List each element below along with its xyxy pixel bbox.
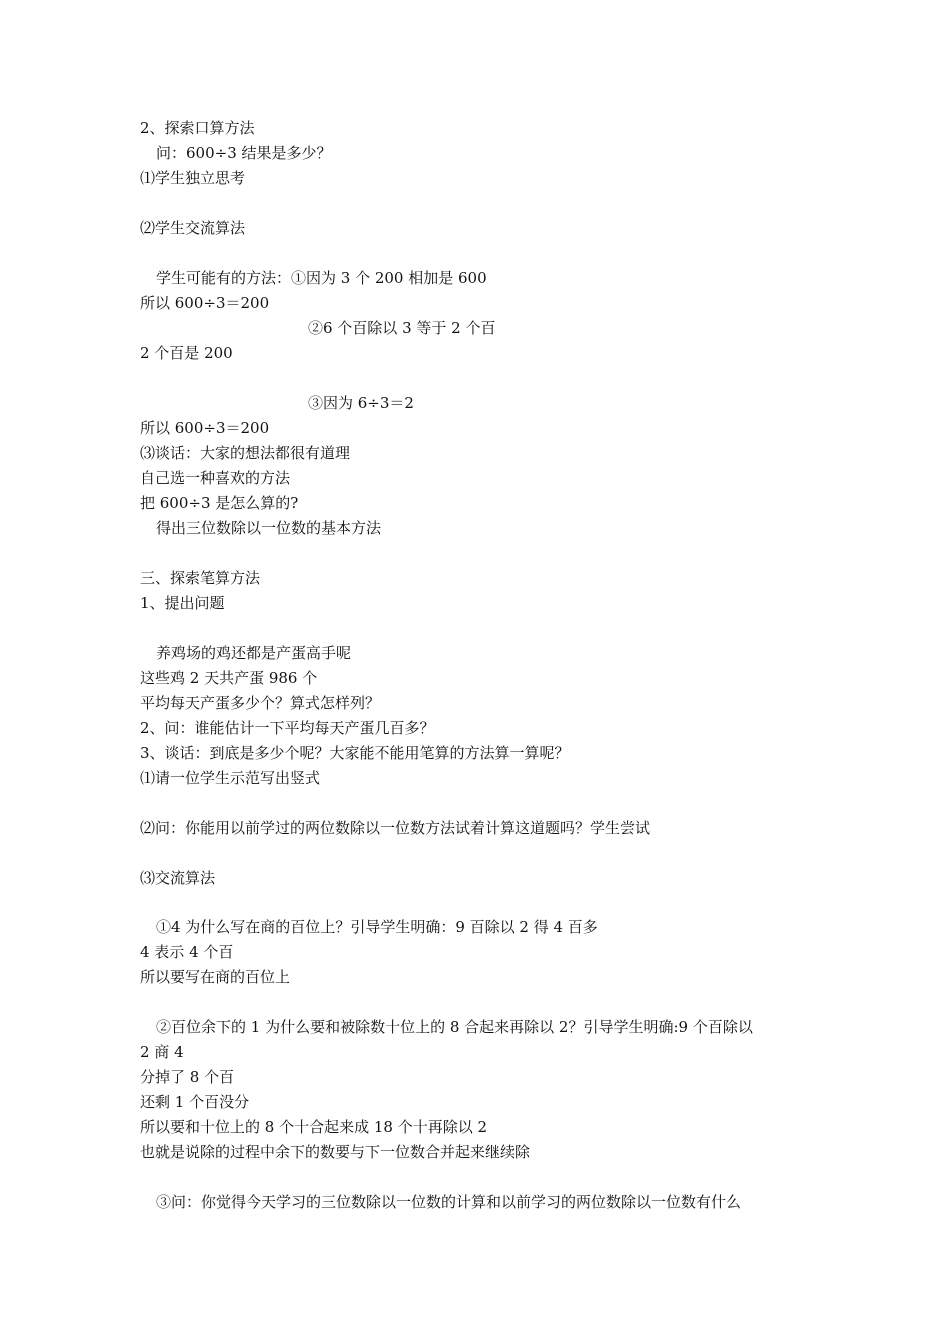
body-line: 自己选一种喜欢的方法 <box>140 469 291 487</box>
body-line: 养鸡场的鸡还都是产蛋高手呢 <box>156 644 352 662</box>
explanation-line: 4 表示 4 个百 <box>140 943 234 961</box>
step-line: ⑵学生交流算法 <box>140 219 246 237</box>
heading-pose-question: 1、提出问题 <box>140 594 225 612</box>
explanation-line: 2 商 4 <box>140 1043 184 1061</box>
heading-written-calculation: 三、探索笔算方法 <box>140 569 261 587</box>
explanation-line: 还剩 1 个百没分 <box>140 1093 250 1111</box>
question-line: 3、谈话：到底是多少个呢？大家能不能用笔算的方法算一算呢？ <box>140 744 570 762</box>
question-line: 问：600÷3 结果是多少？ <box>156 144 332 162</box>
step-line: ⑴请一位学生示范写出竖式 <box>140 769 321 787</box>
explanation-line: 分掉了 8 个百 <box>140 1068 235 1086</box>
body-line: 这些鸡 2 天共产蛋 986 个 <box>140 669 318 687</box>
method-line: 2 个百是 200 <box>140 344 233 362</box>
step-line: ⑶谈话：大家的想法都很有道理 <box>140 444 351 462</box>
body-line: 得出三位数除以一位数的基本方法 <box>156 519 382 537</box>
explanation-line: ①4 为什么写在商的百位上？引导学生明确：9 百除以 2 得 4 百多 <box>156 918 598 936</box>
heading-oral-calculation: 2、探索口算方法 <box>140 119 255 137</box>
step-line: ⑵问：你能用以前学过的两位数除以一位数方法试着计算这道题吗？学生尝试 <box>140 819 651 837</box>
question-line: 2、问：谁能估计一下平均每天产蛋几百多？ <box>140 719 435 737</box>
explanation-line: 所以要写在商的百位上 <box>140 968 291 986</box>
step-line: ⑶交流算法 <box>140 869 216 887</box>
method-line: 学生可能有的方法：①因为 3 个 200 相加是 600 <box>156 269 487 287</box>
explanation-line: 也就是说除的过程中余下的数要与下一位数合并起来继续除 <box>140 1143 531 1161</box>
method-line: 所以 600÷3＝200 <box>140 294 270 312</box>
body-line: 把 600÷3 是怎么算的? <box>140 494 299 512</box>
body-line: 平均每天产蛋多少个？算式怎样列？ <box>140 694 381 712</box>
step-line: ⑴学生独立思考 <box>140 169 246 187</box>
method-line: 所以 600÷3＝200 <box>140 419 270 437</box>
explanation-line: 所以要和十位上的 8 个十合起来成 18 个十再除以 2 <box>140 1118 488 1136</box>
explanation-line: ②百位余下的 1 为什么要和被除数十位上的 8 合起来再除以 2？引导学生明确:9 个百除以 <box>156 1018 753 1036</box>
question-line: ③问：你觉得今天学习的三位数除以一位数的计算和以前学习的两位数除以一位数有什么 <box>156 1193 742 1211</box>
method-line: ③因为 6÷3＝2 <box>308 394 414 412</box>
method-line: ②6 个百除以 3 等于 2 个百 <box>308 319 496 337</box>
